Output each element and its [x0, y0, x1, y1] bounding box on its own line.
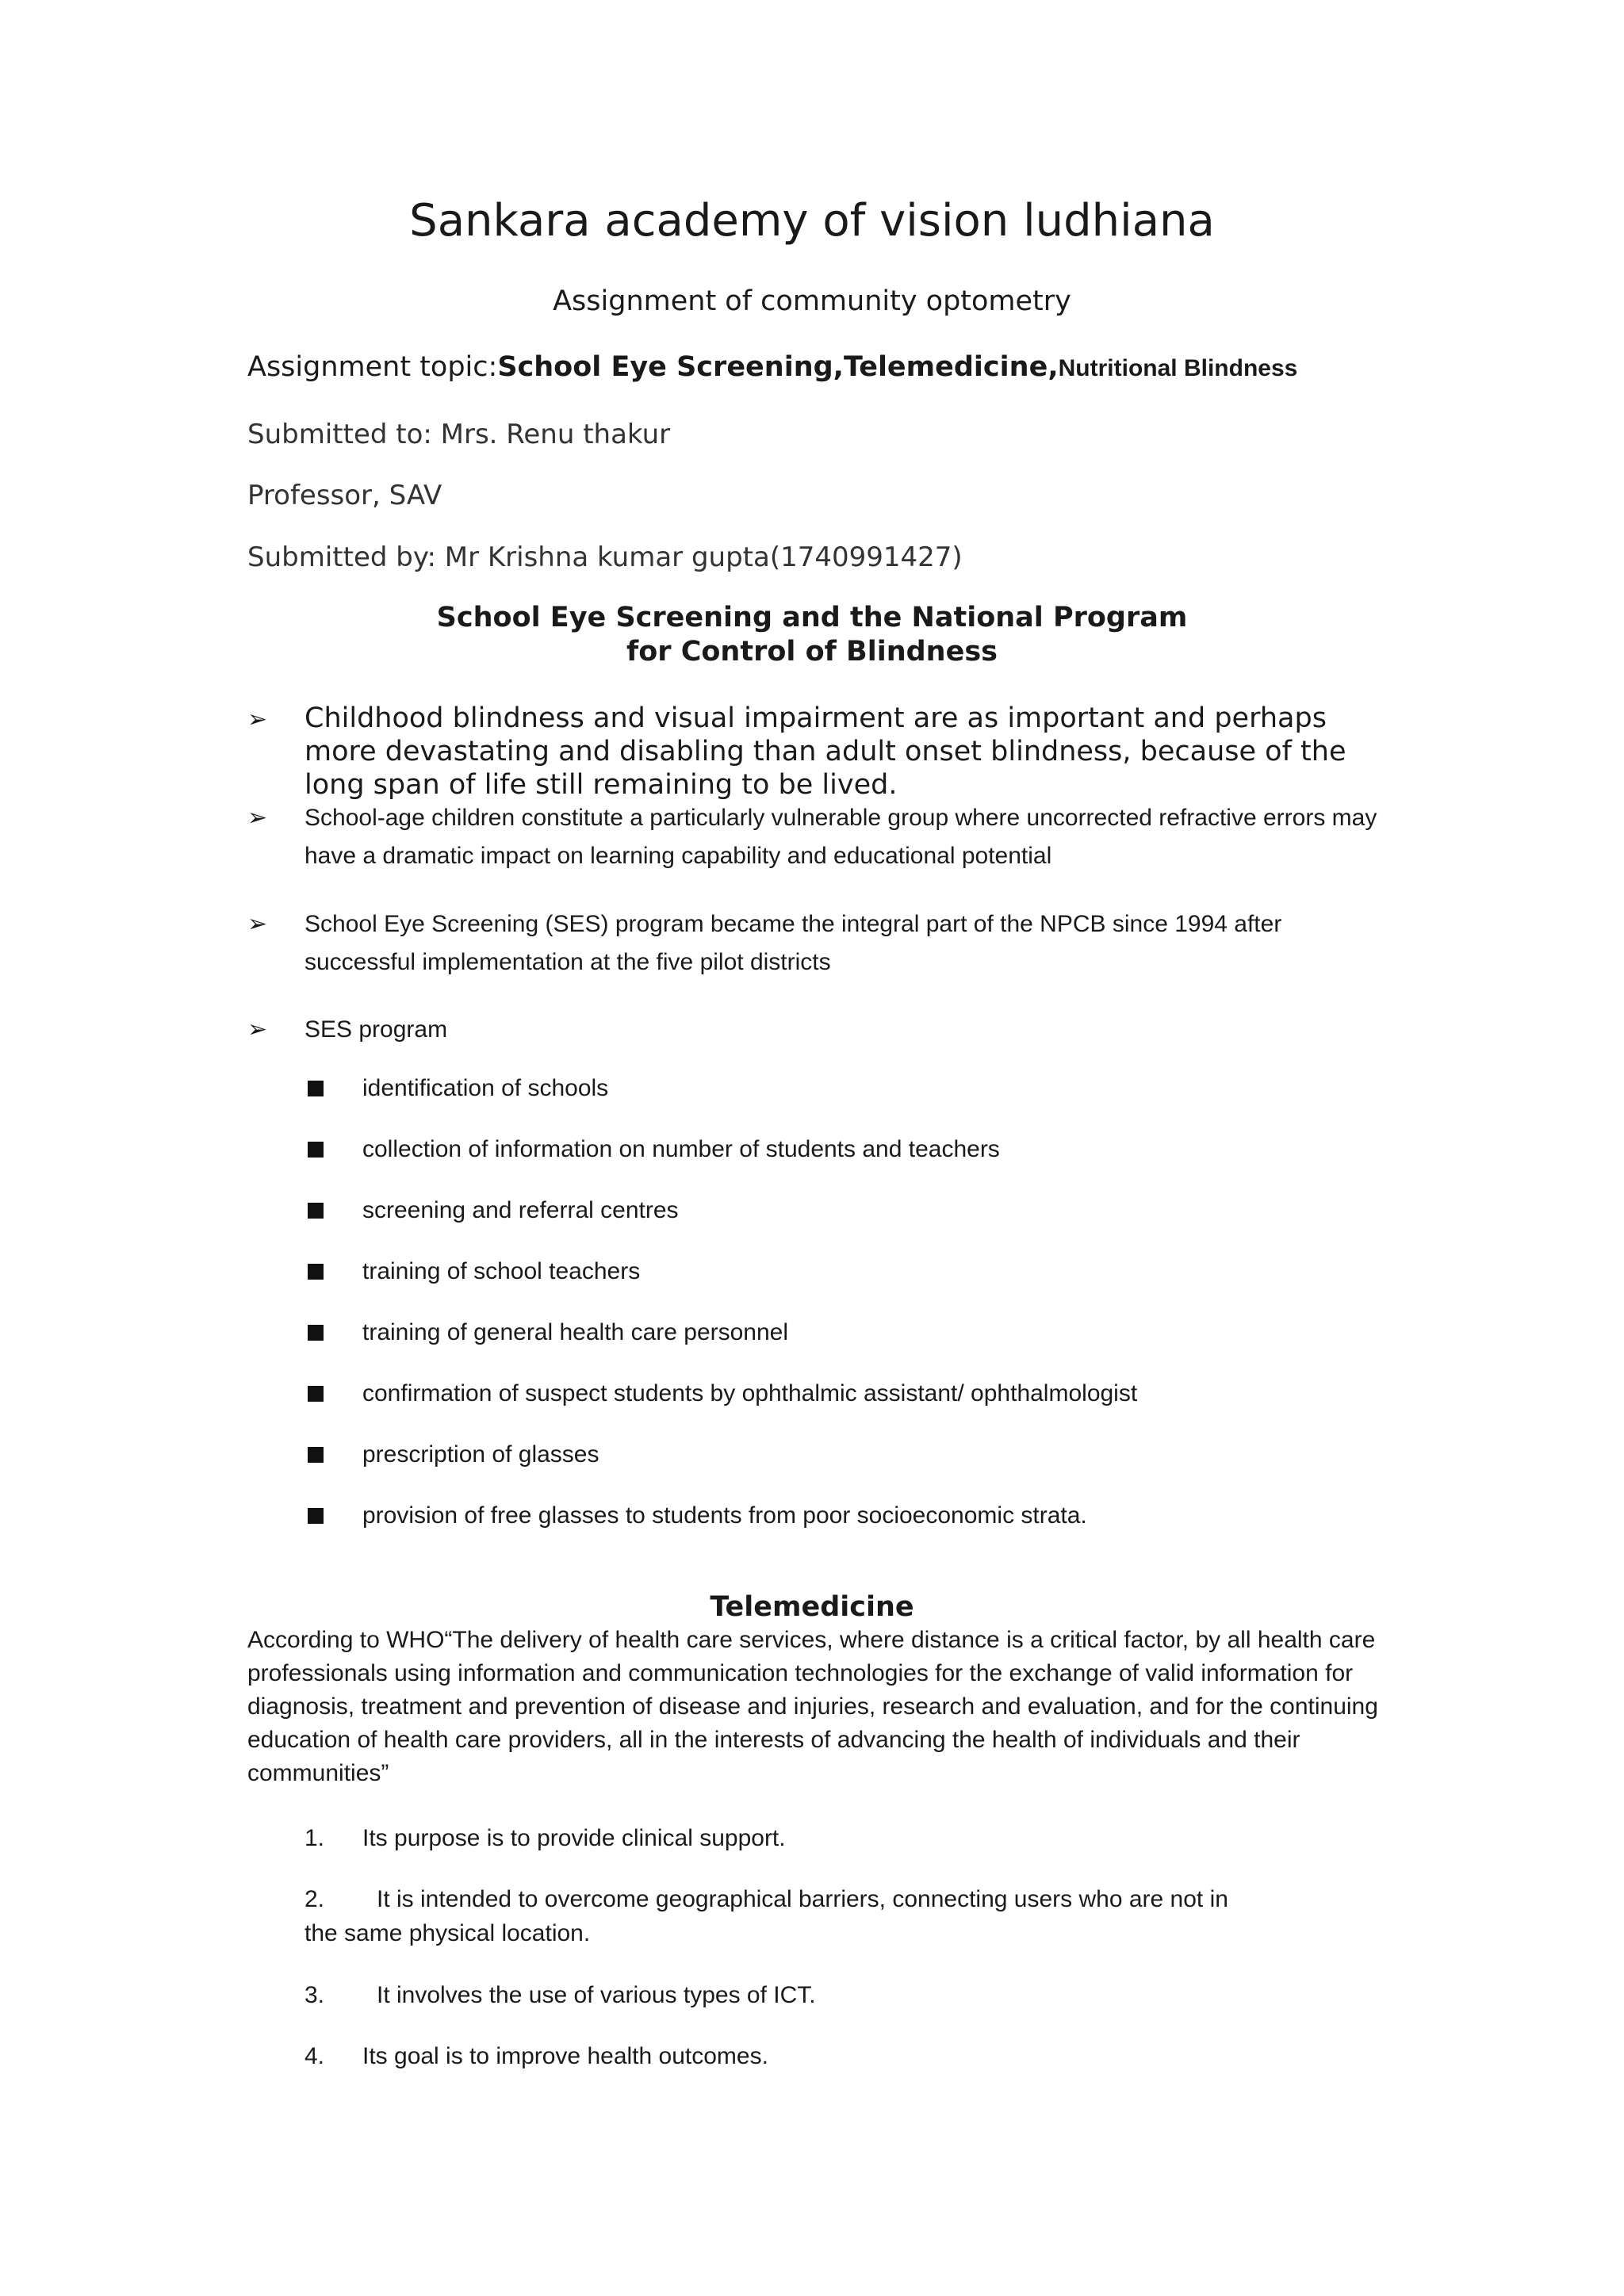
square-bullet-icon [308, 1264, 324, 1280]
arrow-bullet-icon: ➢ [247, 706, 268, 733]
list-number: 1. [304, 1825, 325, 1851]
topic-label: Assignment topic: [247, 351, 498, 383]
telemedicine-item-continuation: the same physical location. [304, 1920, 591, 1946]
section-heading-school-eye-screening [0, 601, 1624, 669]
submitted-by: Submitted by: Mr Krishna kumar gupta(1740991427) [247, 541, 963, 573]
topic-nutritional: Nutritional Blindness [1058, 355, 1298, 381]
arrow-bullet-icon: ➢ [247, 1016, 268, 1043]
square-bullet-icon [308, 1081, 324, 1096]
bullet-school-age-children: School-age children constitute a particularly vulnerable group where uncorrected refractive errors may have a dramatic impact on learning capability and educational potential [304, 805, 1377, 869]
professor-line: Professor, SAV [247, 480, 442, 511]
ses-item: training of general health care personnel [362, 1319, 789, 1345]
heading-line-2: for Control of Blindness [626, 636, 998, 668]
square-bullet-icon [308, 1447, 324, 1463]
ses-item: screening and referral centres [362, 1197, 679, 1223]
document-title: Sankara academy of vision ludhiana [409, 195, 1215, 247]
list-number: 3. [304, 1982, 325, 2008]
ses-item: prescription of glasses [362, 1441, 599, 1468]
ses-item: training of school teachers [362, 1258, 641, 1284]
heading-line-1: School Eye Screening and the National Program [436, 602, 1188, 633]
ses-item: confirmation of suspect students by ophthalmic assistant/ ophthalmologist [362, 1380, 1138, 1406]
telemedicine-item: It is intended to overcome geographical barriers, connecting users who are not in [377, 1886, 1228, 1912]
square-bullet-icon [308, 1203, 324, 1219]
telemedicine-item: It involves the use of various types of ICT. [377, 1982, 816, 2008]
square-bullet-icon [308, 1508, 324, 1524]
ses-item: identification of schools [362, 1075, 609, 1101]
submitted-to: Submitted to: Mrs. Renu thakur [247, 419, 671, 450]
bullet-ses-program-history: School Eye Screening (SES) program became the integral part of the NPCB since 1994 after successful implementation at the five pilot districts [304, 911, 1282, 975]
arrow-bullet-icon: ➢ [247, 804, 268, 832]
bullet-childhood-blindness: Childhood blindness and visual impairment are as important and perhaps more devastating and disabling than adult onset blindness, because of the long span of life still remaining to be lived. [304, 702, 1346, 801]
document-subtitle: Assignment of community optometry [553, 285, 1071, 317]
topic-main: School Eye Screening,Telemedicine, [497, 351, 1059, 383]
list-number: 2. [304, 1886, 325, 1912]
telemedicine-item: Its purpose is to provide clinical support. [362, 1825, 786, 1851]
arrow-bullet-icon: ➢ [247, 910, 268, 938]
ses-item: collection of information on number of students and teachers [362, 1136, 1000, 1162]
square-bullet-icon [308, 1142, 324, 1158]
square-bullet-icon [308, 1325, 324, 1341]
section-heading-telemedicine: Telemedicine [710, 1591, 914, 1623]
list-number: 4. [304, 2043, 325, 2069]
who-definition: According to WHO“The delivery of health care services, where distance is a critical factor, by all health care professionals using information and communication technologies for the exchange of valid information for diagnosis, treatment and prevention of disease and injuries, research and evaluation, and for the continuing education of health care providers, all in the interests of advancing the health of individuals and their communities” [247, 1627, 1378, 1786]
ses-item: provision of free glasses to students from poor socioeconomic strata. [362, 1502, 1087, 1529]
telemedicine-item: Its goal is to improve health outcomes. [362, 2043, 768, 2069]
square-bullet-icon [308, 1386, 324, 1402]
bullet-ses-program: SES program [304, 1016, 448, 1043]
assignment-topic [247, 351, 1297, 383]
